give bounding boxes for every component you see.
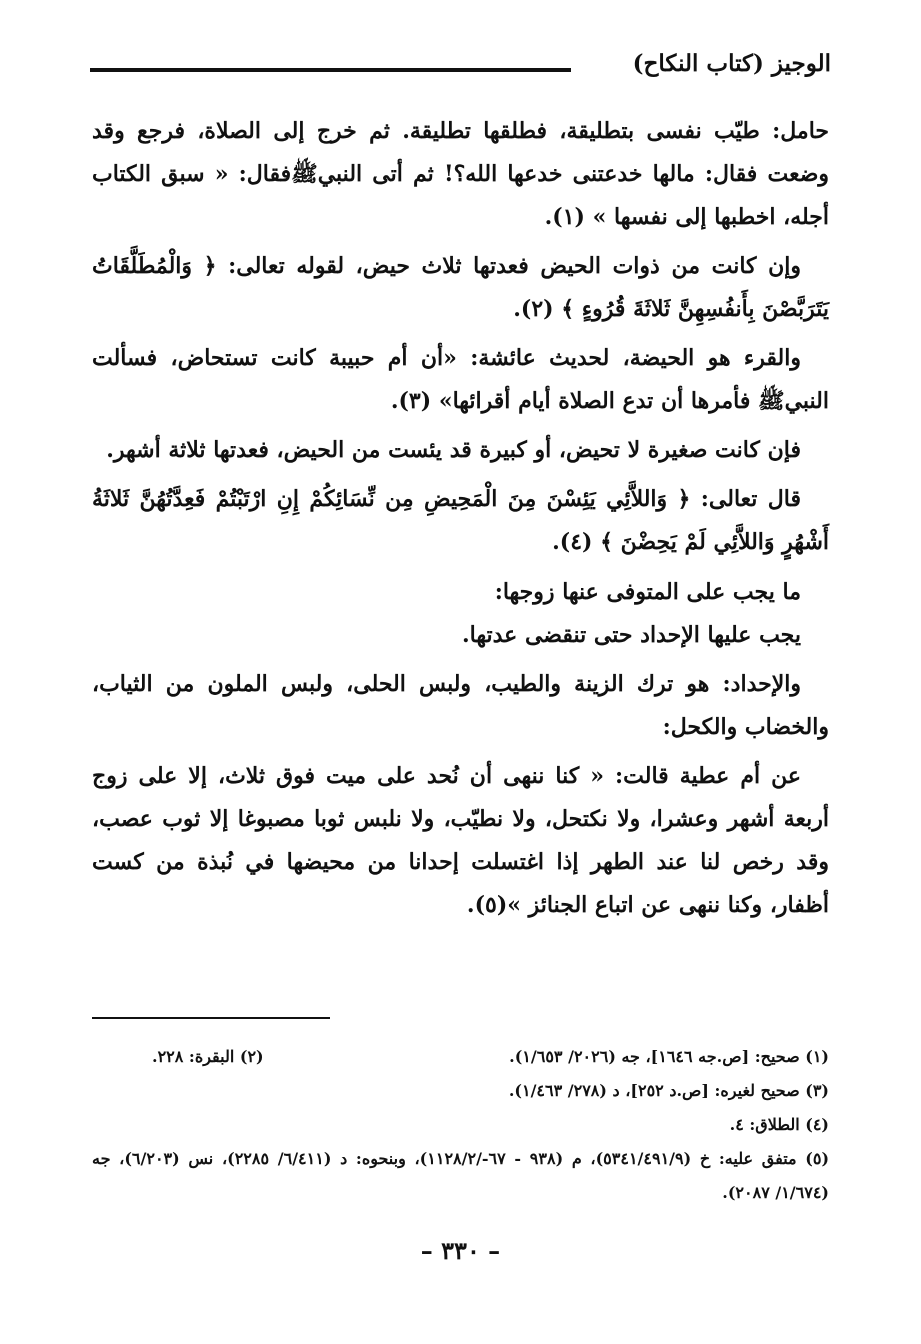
footnote-separator bbox=[92, 1017, 330, 1019]
paragraph-young-old-idda: فإن كانت صغيرة لا تحيض، أو كبيرة قد يئست من الحيض، فعدتها ثلاثة أشهر. bbox=[106, 437, 801, 463]
footnote-2: (٢) البقرة: ٢٢٨. bbox=[152, 1047, 264, 1066]
paragraph-ihdad-definition: والإحداد: هو ترك الزينة والطيب، ولبس الحلى، ولبس الملون من الثياب، والخضاب والكحل: bbox=[92, 671, 829, 740]
header-rule bbox=[90, 68, 571, 72]
footnote-3: (٣) صحيح لغيره: [ص.د ٢٥٢]، د (٢٧٨/ ١/٤٦٣). bbox=[508, 1081, 829, 1100]
paragraph-quran-verse-talaq: قال تعالى: ﴿ وَاللاَّئِي يَئِسْنَ مِنَ الْمَحِيضِ مِن نِّسَائِكُمْ إِنِ ارْتَبْتُمْ فَعِدَّتُهُنَّ ثَلاثَةُ أَشْهُرٍ وَاللاَّئِي لَمْ يَحِضْنَ ﴾ (٤). bbox=[92, 486, 829, 555]
footnote-row bbox=[92, 1040, 829, 1074]
paragraph-ihdad-obligation: يجب عليها الإحداد حتى تنقضى عدتها. bbox=[461, 622, 801, 648]
paragraph-pregnant-idda: حامل: طيّب نفسى بتطليقة، فطلقها تطليقة. ثم خرج إلى الصلاة، فرجع وقد وضعت فقال: مالها خدعتنى خدعها الله؟! ثم أتى النبيﷺفقال: « سبق الكتاب أجله، اخطبها إلى نفسها » (١). bbox=[92, 118, 829, 230]
header-title: الوجيز (كتاب النكاح) bbox=[632, 50, 831, 77]
running-header bbox=[90, 50, 831, 86]
page-number: – ٣٣٠ – bbox=[420, 1236, 501, 1265]
paragraph-umm-atiyya-hadith: عن أم عطية قالت: « كنا ننهى أن نُحد على ميت فوق ثلاث، إلا على زوج أربعة أشهر وعشرا، ولا نكتحل، ولا نطيّب، ولا نلبس ثوبا مصبوغا إلا ثوب عصب، وقد رخص لنا عند الطهر إذا اغتسلت إحدانا من محيضها في نُبذة من كست أظفار، وكنا ننهى عن اتباع الجنائز »(٥). bbox=[92, 763, 829, 918]
footnote-5: (٥) متفق عليه: خ (٥٣٤١/٤٩١/٩)، م (٩٣٨ - ٦٧-/١١٢٨/٢)، وبنحوه: د (٦/٤١١/ ٢٢٨٥)، نس (٦/٢٠٣)، جه (١/٦٧٤/ ٢٠٨٧). bbox=[92, 1149, 830, 1202]
footnote-1: (١) صحيح: [ص.جه ١٦٤٦]، جه (٢٠٢٦/ ١/٦٥٣). bbox=[509, 1047, 829, 1066]
section-heading: ما يجب على المتوفى عنها زوجها: bbox=[494, 579, 801, 605]
paragraph-qur-definition: والقرء هو الحيضة، لحديث عائشة: «أن أم حبيبة كانت تستحاض، فسألت النبيﷺ فأمرها أن تدع الصلاة أيام أقرائها» (٣). bbox=[92, 345, 829, 414]
paragraph-menstruating-idda: وإن كانت من ذوات الحيض فعدتها ثلاث حيض، لقوله تعالى: ﴿ وَالْمُطَلَّقَاتُ يَتَرَبَّصْنَ بِأَنفُسِهِنَّ ثَلاثَةَ قُرُوءٍ ﴾ (٢). bbox=[92, 253, 829, 322]
footnotes bbox=[92, 1040, 829, 1210]
main-text bbox=[92, 110, 829, 933]
footnote-4: (٤) الطلاق: ٤. bbox=[729, 1115, 829, 1134]
